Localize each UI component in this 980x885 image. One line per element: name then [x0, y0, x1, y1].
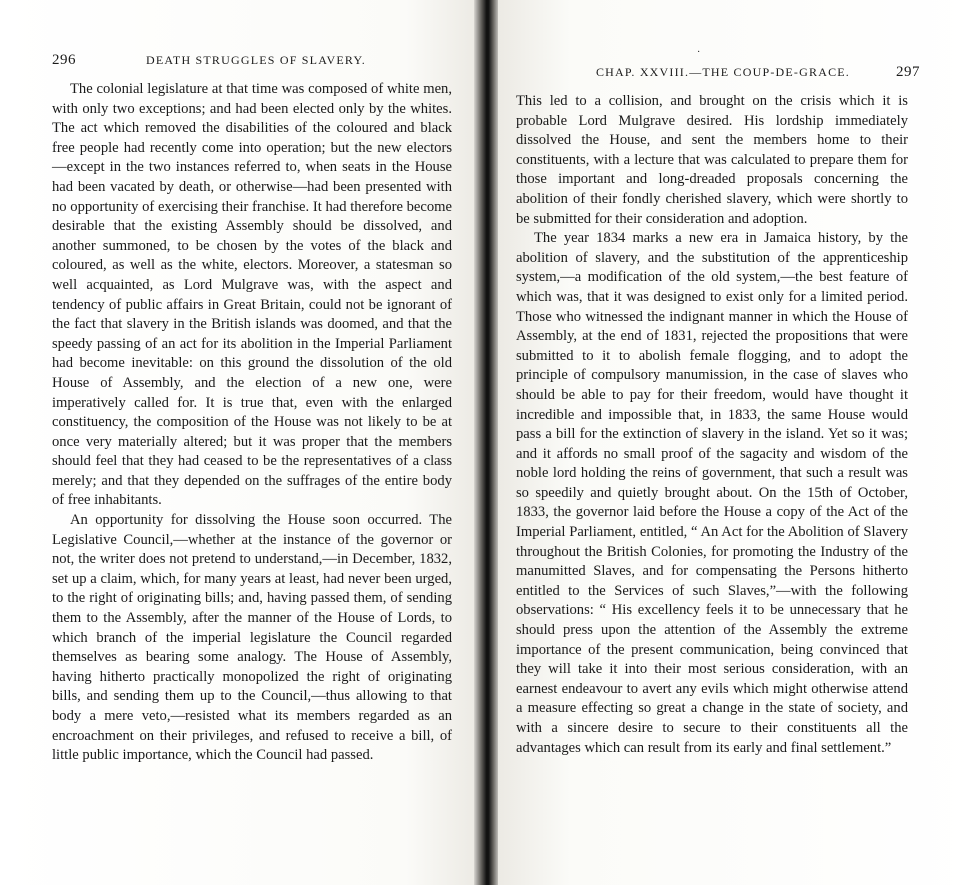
print-speck: · [697, 47, 701, 58]
left-page-number: 296 [52, 52, 76, 68]
right-body-text [516, 92, 908, 758]
right-page-number: 297 [896, 64, 920, 80]
left-paragraph-2: An opportunity for dissolving the House soon occurred. The Legislative Council,—whether at the instance of the governor or not, the writer does not pretend to understand,—in December, 1832, set up a claim, which, for many years at least, had never been urged, to the right of originating bills; and, having passed them, of sending them to the Assembly, after the manner of the House of Lords, to which branch of the imperial legislature the Council regarded themselves as bearing some analogy. The House of Assembly, having hitherto practically monopolized the right of originating bills, and sending them up to the Council,—thus allowing to that body a mere veto,—resisted what its members regarded as an encroachment on their privileges, and refused to receive a bill, of little public importance, which the Council had passed. [52, 512, 452, 764]
left-page [0, 0, 478, 885]
right-running-head [516, 64, 920, 82]
right-paragraph-1: This led to a collision, and brought on the crisis which it is probable Lord Mulgrave desired. His lordship immediately dissolved the House, and sent the members home to their constituents, with a lecture that was calculated to prepare them for those important and long-dreaded proposals concerning the abolition of their fondly cherished slavery, which were shortly to be submitted for their consideration and adoption. [516, 93, 908, 227]
right-running-title: CHAP. XXVIII.—THE COUP-DE-GRACE. [595, 65, 850, 79]
left-running-title: DEATH STRUGGLES OF SLAVERY. [146, 53, 366, 67]
right-paragraph-2: The year 1834 marks a new era in Jamaica history, by the abolition of slavery, and the substitution of the apprenticeship system,—a modification of the old system,—the best feature of which was, that it was designed to exist only for a limited period. Those who witnessed the indignant manner in which the House of Assembly, at the end of 1831, rejected the propositions that were submitted to it to abolish female flogging, and to adopt the principle of compulsory manumission, in the case of slaves who should be able to pay for their freedom, would have thought it incredible and impossible that, in 1833, the same House would pass a bill for the extinction of slavery in the island. Yet so it was; and it affords no small proof of the sagacity and wisdom of the noble lord holding the reins of government, that such a result was so speedily and quietly brought about. On the 15th of October, 1833, the governor laid before the House a copy of the Act of the Imperial Parliament, entitled, “ An Act for the Abolition of Slavery throughout the British Colonies, for promoting the Industry of the manumitted Slaves, and for compensating the Persons hitherto entitled to the Services of such Slaves,”—with the following observations: “ His excellency feels it to be unnecessary that he should press upon the attention of the Assembly the extreme importance of the present communication, being convinced that they will take it into their most serious consideration, with an earnest endeavour to avert any evils which might otherwise attend a measure effecting so great a change in the state of society, and with a sincere desire to secure to their constituents all the advantages which can result from its early and final settlement.” [516, 230, 908, 756]
right-page [498, 0, 980, 885]
book-gutter [474, 0, 500, 885]
left-running-head [52, 52, 454, 70]
left-body-text [52, 80, 452, 766]
left-paragraph-1: The colonial legislature at that time was composed of white men, with only two exceptions; and had been elected only by the whites. The act which removed the disabilities of the coloured and black free people had recently come into operation; but the new electors—except in the two instances referred to, when seats in the House had been vacated by death, or otherwise—had been presented with no opportunity of exercising their franchise. It had therefore become desirable that the existing Assembly should be dissolved, and another summoned, to be chosen by the votes of the black and coloured, as well as the white, electors. Moreover, a statesman so well acquainted, as Lord Mulgrave was, with the aspect and tendency of public affairs in Great Britain, could not be ignorant of the fact that slavery in the British islands was doomed, and that the speedy passing of an act for its abolition in the Imperial Parliament had become inevitable: on this ground the dissolution of the old House of Assembly, and the election of a new one, were imperatively called for. It is true that, even with the enlarged constituency, the composition of the House was not likely to be at once very materially altered; but it was proper that the members should feel that they had ceased to be the representatives of a class merely; and that they depended on the suffrages of the entire body of free inhabitants. [52, 81, 452, 509]
